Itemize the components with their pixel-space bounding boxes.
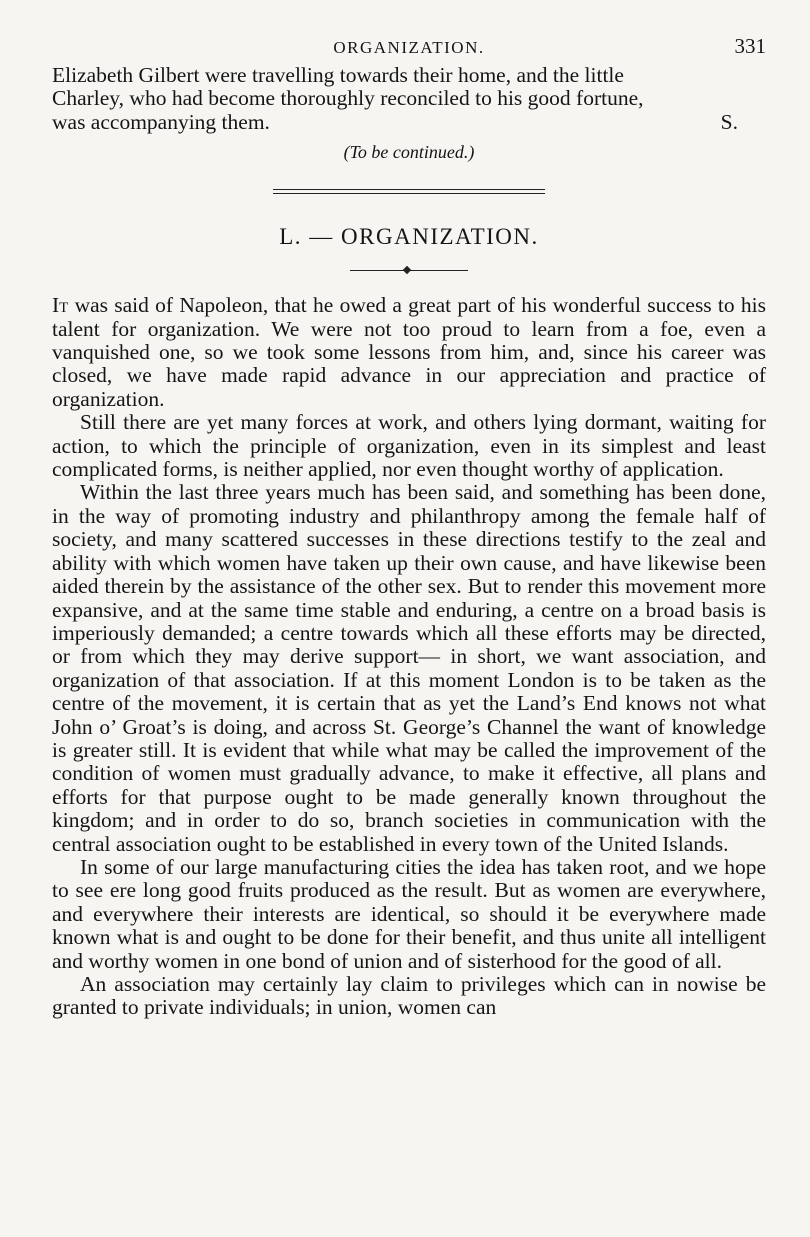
article-paragraph: In some of our large manufacturing cities the idea has taken root, and we hope to see ere long good fruits produced as the result. But as women are everywhere, and everywhere their interests are identical, so should it be everywhere made known what is and ought to be done for their benefit, and thus unite all intelligent and worthy women in one bond of union and of sisterhood for the good of all. — [52, 854, 766, 973]
article-paragraph: An association may certainly lay claim to privileges which can in nowise be granted to private individuals; in union, women can — [52, 972, 766, 1020]
section-divider-rule — [273, 189, 545, 194]
previous-story-last-line — [52, 111, 766, 134]
article-paragraph — [52, 294, 766, 411]
title-ornament — [350, 266, 468, 276]
previous-story-text: was accompanying them. — [52, 109, 270, 134]
article-paragraph: Still there are yet many forces at work, and others lying dormant, waiting for action, to which the principle of organization, even in its simplest and least complicated forms, is neither applied, nor even thought worthy of application. — [52, 410, 766, 482]
previous-story-ending — [52, 64, 766, 163]
running-title: ORGANIZATION. — [333, 38, 485, 57]
opening-small-caps: It — [52, 293, 69, 318]
page-number: 331 — [734, 34, 766, 58]
diamond-ornament-icon — [403, 266, 411, 274]
previous-story-line: Elizabeth Gilbert were travelling towards their home, and the little — [52, 63, 624, 87]
previous-story-line: Charley, who had become thoroughly reconciled to his good fortune, — [52, 86, 644, 111]
author-signature: S. — [720, 109, 738, 134]
article-paragraph: Within the last three years much has been said, and something has been done, in the way of promoting industry and philanthropy among the female half of society, and many scattered successes in these directions testify to the zeal and ability with which women have taken up their own cause, and have likewise been aided therein by the assistance of the other sex. But to render this movement more expansive, and at the same time stable and enduring, a centre on a broad basis is imperiously demanded; a centre towards which all these efforts may be directed, or from which they may derive support— in short, we want association, and organization of that association. If at this moment London is to be taken as the centre of the movement, it is certain that as yet the Land’s End knows not what John o’ Groat’s is doing, and across St. George’s Channel the want of knowledge is greater still. It is evident that while what may be called the improvement of the condition of women must gradually advance, to make it effective, all plans and efforts for that purpose ought to be made generally known throughout the kingdom; and in order to do so, branch societies in communication with the central association ought to be established in every town of the United Islands. — [52, 480, 766, 856]
running-head — [52, 34, 766, 64]
article-title: L. — ORGANIZATION. — [279, 224, 539, 250]
to-be-continued-note: (To be continued.) — [343, 142, 475, 163]
article-body — [52, 294, 766, 1020]
paragraph-text: was said of Napoleon, that he owed a great part of his wonderful success to his talent for organization. We were not too proud to learn from a foe, even a vanquished one, so we took some lessons from him, and, since his career was closed, we have made rapid advance in our appreciation and practice of organization. — [52, 293, 766, 411]
